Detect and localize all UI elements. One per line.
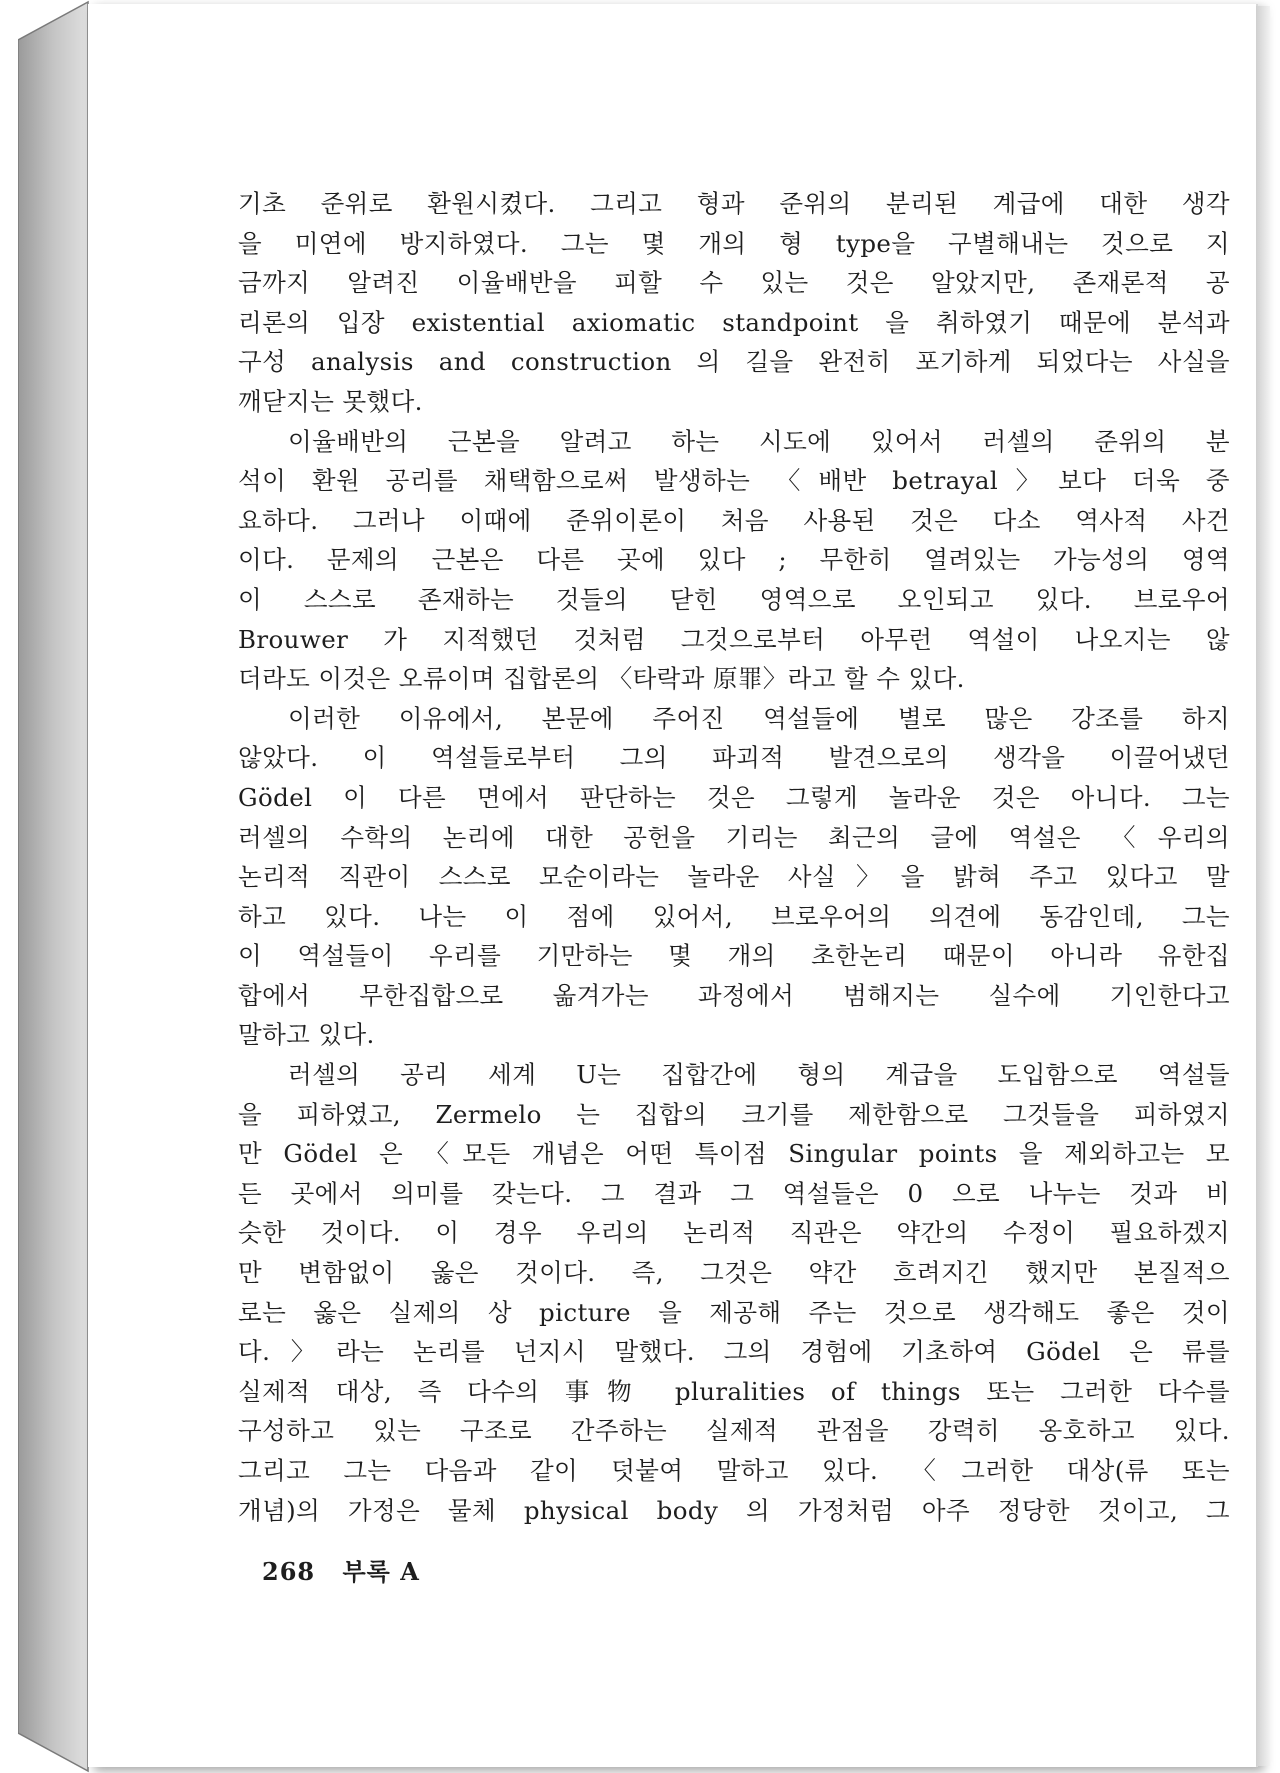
text-line: 구성 analysis and construction 의 길을 완전히 포기하게 되었다는 사실을 [238,347,1230,377]
text-line: Brouwer 가 지적했던 것처럼 그것으로부터 아무런 역설이 나오지는 않 [238,624,1230,654]
page-right-edge [1256,6,1270,1766]
text-line: 하고 있다. 나는 이 점에 있어서, 브로우어의 의견에 동감인데, 그는 [238,901,1230,931]
book-spine [18,0,90,1773]
page-body-text [238,184,1230,1530]
text-line: 러셀의 공리 세계 U는 집합간에 형의 계급을 도입함으로 역설들 [288,1060,1230,1090]
text-line: 을 피하였고, Zermelo 는 집합의 크기를 제한함으로 그것들을 피하였지 [238,1099,1230,1129]
text-line: 않았다. 이 역설들로부터 그의 파괴적 발견으로의 생각을 이끌어냈던 [238,743,1230,773]
text-line: 합에서 무한집합으로 옮겨가는 과정에서 범해지는 실수에 기인한다고 [238,980,1230,1010]
section-label: 부록 A [342,1557,420,1586]
text-line: 만 변함없이 옳은 것이다. 즉, 그것은 약간 흐려지긴 했지만 본질적으 [238,1258,1230,1288]
text-line: 이율배반의 근본을 알려고 하는 시도에 있어서 러셀의 준위의 분 [288,426,1230,456]
text-line: 그리고 그는 다음과 같이 덧붙여 말하고 있다. 〈그러한 대상(류 또는 [238,1456,1230,1485]
text-line: 로는 옳은 실제의 상 picture 을 제공해 주는 것으로 생각해도 좋은 것이 [238,1297,1230,1327]
page-number: 268 [262,1557,316,1586]
text-line: 이 역설들이 우리를 기만하는 몇 개의 초한논리 때문이 아니라 유한집 [238,941,1230,971]
page-footer [262,1552,438,1587]
text-line: 이다. 문제의 근본은 다른 곳에 있다 ; 무한히 열려있는 가능성의 영역 [238,545,1230,575]
text-line: 러셀의 수학의 논리에 대한 공헌을 기리는 최근의 글에 역설은 〈우리의 [238,822,1230,852]
text-line: 이러한 이유에서, 본문에 주어진 역설들에 별로 많은 강조를 하지 [288,703,1230,733]
text-line: 석이 환원 공리를 채택함으로써 발생하는 〈배반 betrayal〉보다 더욱 중 [238,466,1230,496]
text-line: 더라도 이것은 오류이며 집합론의 〈타락과 原罪〉라고 할 수 있다. [238,664,965,694]
text-line: 요하다. 그러나 이때에 준위이론이 처음 사용된 것은 다소 역사적 사건 [238,505,1230,535]
book-page [88,4,1258,1767]
text-line: 개념)의 가정은 물체 physical body 의 가정처럼 아주 정당한 것이고, 그 [238,1495,1230,1525]
text-line: 구성하고 있는 구조로 간주하는 실제적 관점을 강력히 옹호하고 있다. [238,1416,1230,1446]
text-line: 깨닫지는 못했다. [238,386,423,416]
text-line: 리론의 입장 existential axiomatic standpoint 을 취하였기 때문에 분석과 [238,307,1230,337]
text-line: Gödel 이 다른 면에서 판단하는 것은 그렇게 놀라운 것은 아니다. 그는 [238,782,1230,812]
text-line: 이 스스로 존재하는 것들의 닫힌 영역으로 오인되고 있다. 브로우어 [238,584,1230,614]
text-line: 금까지 알려진 이율배반을 피할 수 있는 것은 알았지만, 존재론적 공 [238,268,1230,298]
book-spine-shape [18,0,90,1773]
text-line: 슷한 것이다. 이 경우 우리의 논리적 직관은 약간의 수정이 필요하겠지 [238,1218,1230,1248]
text-line: 실제적 대상, 즉 다수의 事物 pluralities of things 또는 그러한 다수를 [238,1376,1230,1406]
text-line: 기초 준위로 환원시켰다. 그리고 형과 준위의 분리된 계급에 대한 생각 [238,189,1230,218]
text-line: 을 미연에 방지하였다. 그는 몇 개의 형 type을 구별해내는 것으로 지 [238,228,1230,258]
text-line: 든 곳에서 의미를 갖는다. 그 결과 그 역설들은 0 으로 나누는 것과 비 [238,1178,1230,1208]
text-line: 논리적 직관이 스스로 모순이라는 놀라운 사실〉을 밝혀 주고 있다고 말 [238,862,1230,892]
text-line: 다.〉라는 논리를 넌지시 말했다. 그의 경험에 기초하여 Gödel 은 류를 [238,1337,1230,1367]
text-line: 만 Gödel 은 〈모든 개념은 어떤 특이점 Singular points 을 제외하고는 모 [238,1139,1230,1169]
text-line: 말하고 있다. [238,1020,375,1050]
